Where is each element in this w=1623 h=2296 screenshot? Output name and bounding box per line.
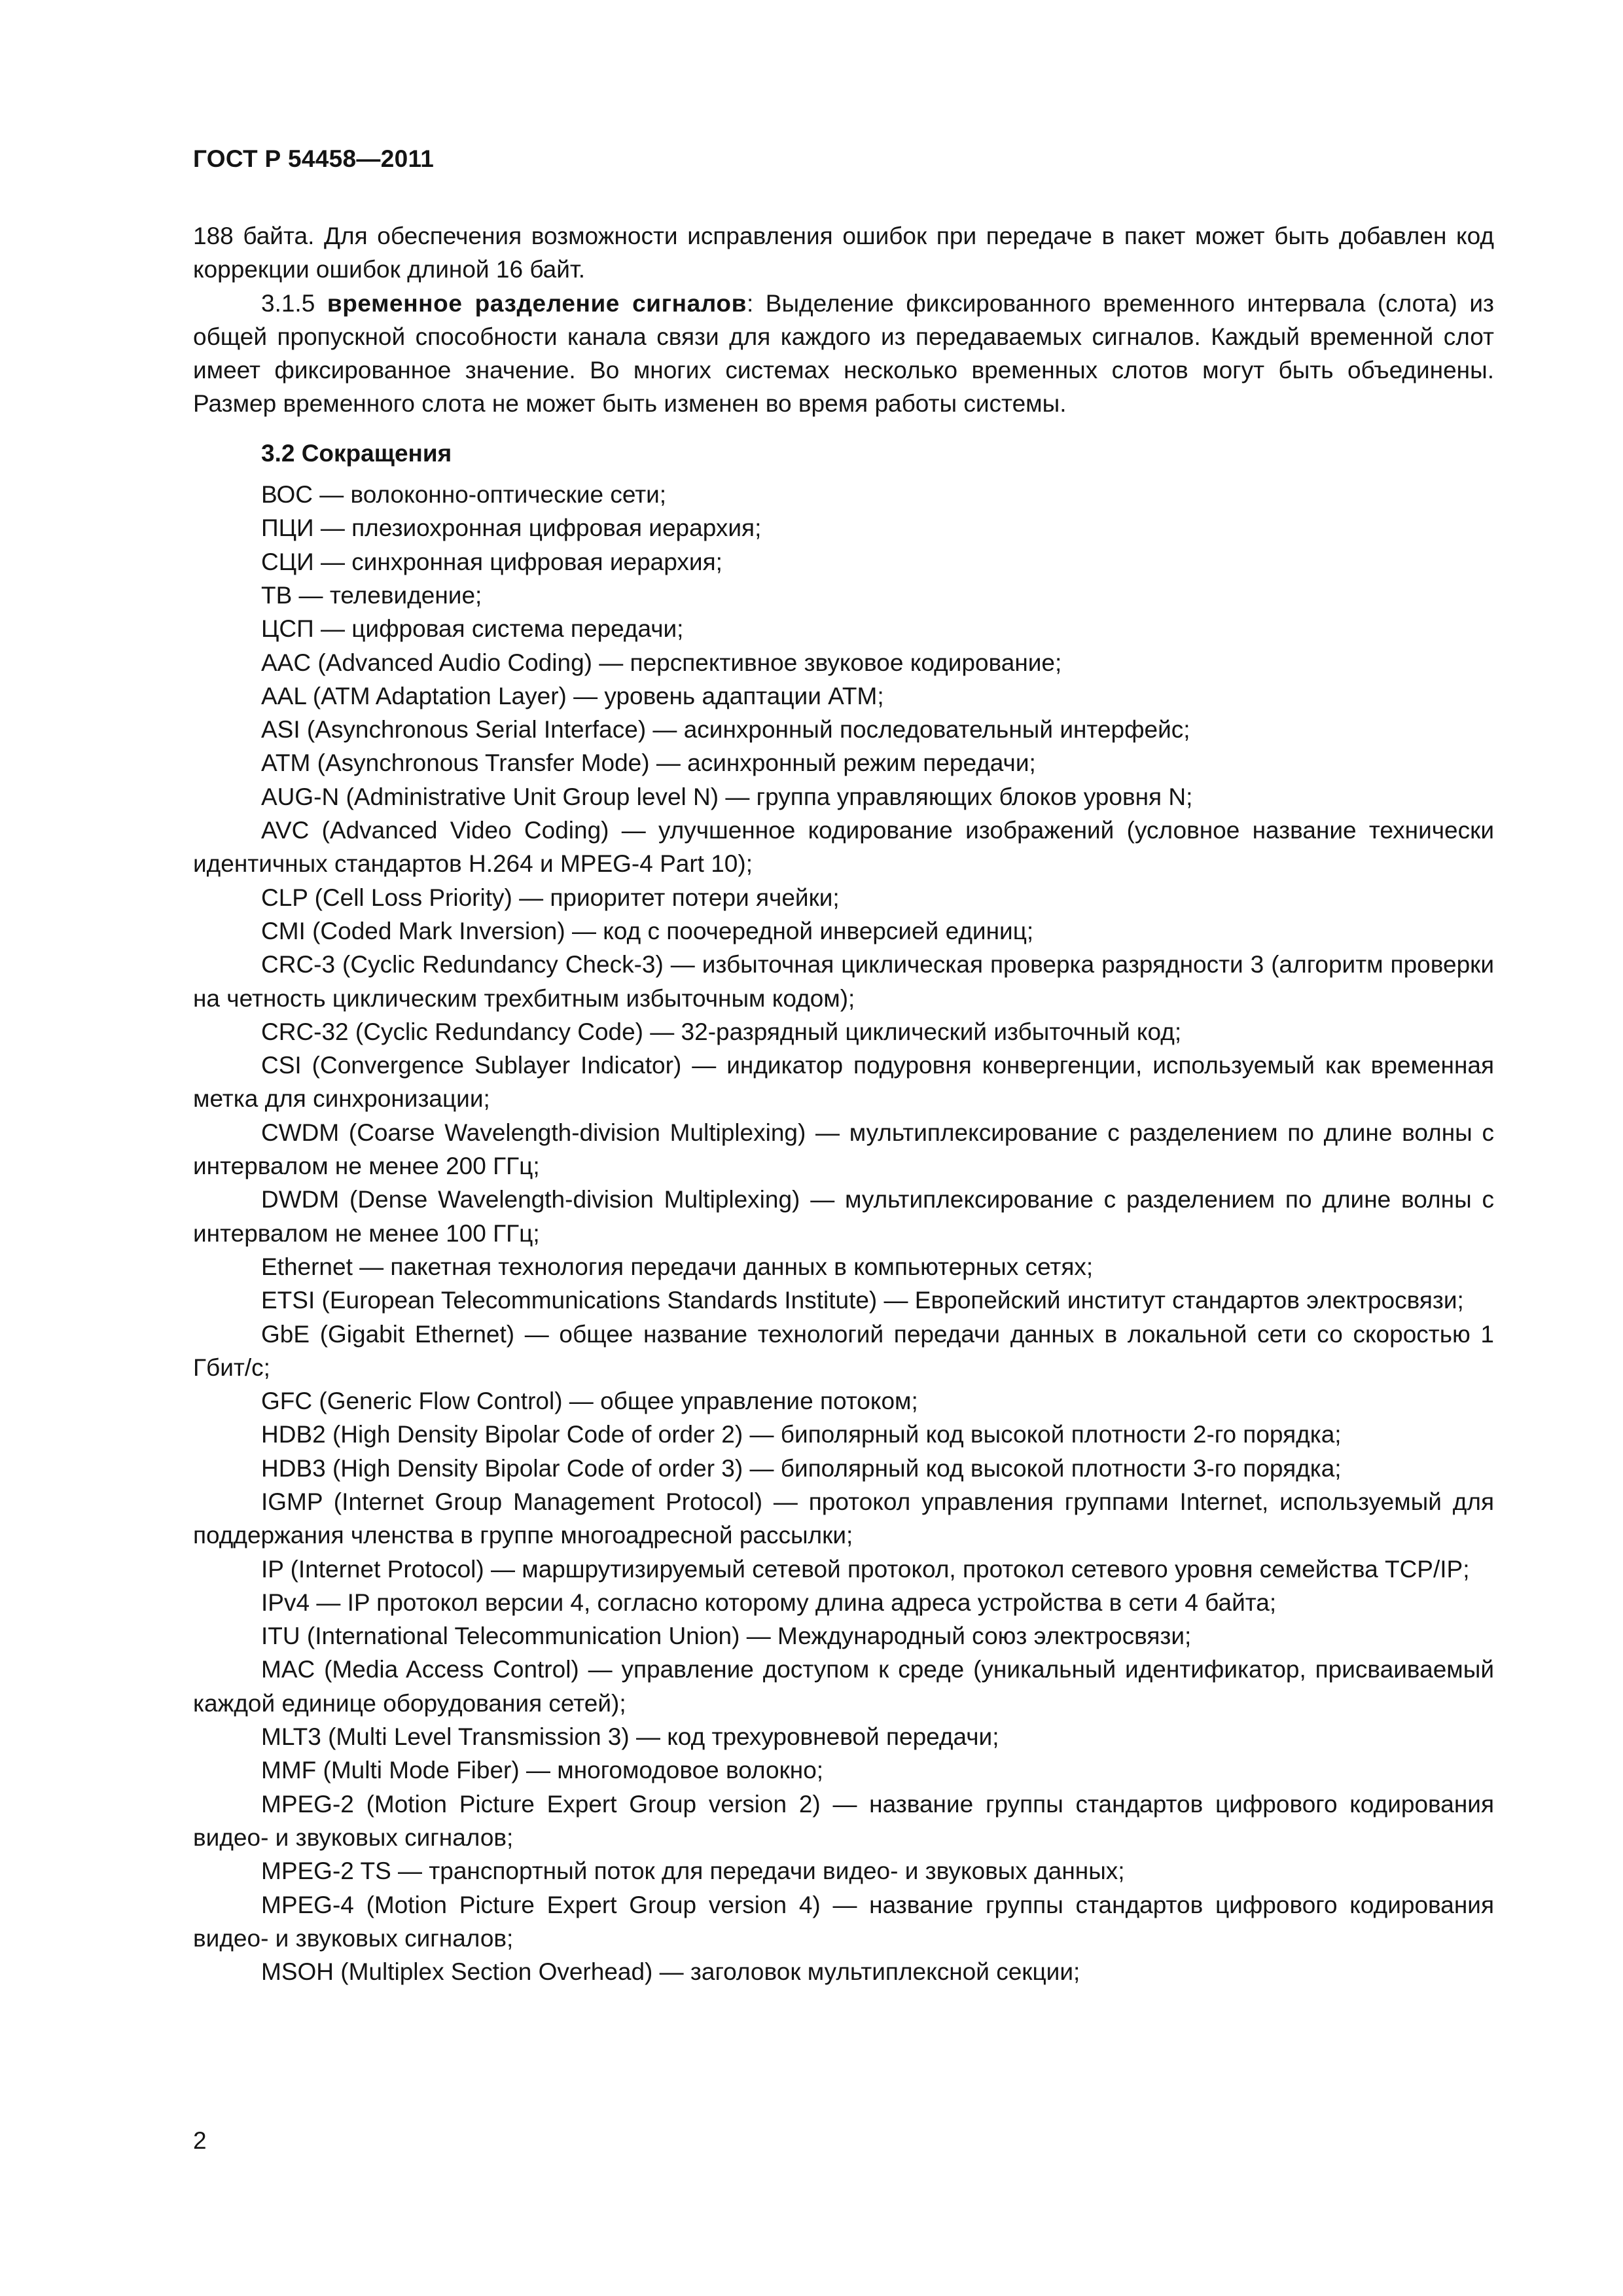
- abbreviation-item: CSI (Convergence Sublayer Indicator) — индикатор подуровня конвергенции, используемый как временная метка для синхронизации;: [193, 1052, 1494, 1113]
- abbreviation-item: MAC (Media Access Control) — управление доступом к среде (уникальный идентификатор, присваиваемый каждой единице оборудования сетей);: [193, 1656, 1494, 1717]
- abbreviation-item: ASI (Asynchronous Serial Interface) — асинхронный последовательный интерфейс;: [261, 716, 1190, 744]
- abbreviation-item: ITU (International Telecommunication Union) — Международный союз электросвязи;: [261, 1623, 1192, 1650]
- page-number: 2: [193, 2127, 207, 2154]
- abbreviation-item: IGMP (Internet Group Management Protocol) — протокол управления группами Internet, используемый для поддержания членства в группе многоадресной рассылки;: [193, 1488, 1494, 1549]
- abbreviation-item: MLT3 (Multi Level Transmission 3) — код трехуровневой передачи;: [261, 1723, 999, 1751]
- abbreviation-item: DWDM (Dense Wavelength-division Multiplexing) — мультиплексирование с разделением по длине волны с интервалом не менее 100 ГГц;: [193, 1186, 1494, 1247]
- section-title: 3.2 Сокращения: [261, 439, 452, 467]
- abbreviation-item: HDB2 (High Density Bipolar Code of order 2) — биполярный код высокой плотности 2-го порядка;: [261, 1421, 1342, 1448]
- document-body: [193, 219, 1494, 1988]
- abbreviation-item: MPEG-2 TS — транспортный поток для передачи видео- и звуковых данных;: [261, 1857, 1125, 1885]
- abbreviations-list: [193, 478, 1494, 1988]
- term-title: временное разделение сигналов: [327, 289, 747, 317]
- abbreviation-item: ETSI (European Telecommunications Standards Institute) — Европейский институт стандартов электросвязи;: [261, 1287, 1464, 1314]
- abbreviation-item: MMF (Multi Mode Fiber) — многомодовое волокно;: [261, 1757, 824, 1784]
- abbreviation-item: MSOH (Multiplex Section Overhead) — заголовок мультиплексной секции;: [261, 1958, 1080, 1986]
- abbreviation-item: ПЦИ — плезиохронная цифровая иерархия;: [261, 514, 762, 542]
- abbreviation-item: Ethernet — пакетная технология передачи данных в компьютерных сетях;: [261, 1253, 1094, 1280]
- abbreviation-item: AAC (Advanced Audio Coding) — перспективное звуковое кодирование;: [261, 649, 1062, 676]
- abbreviation-item: AUG-N (Administrative Unit Group level N) — группа управляющих блоков уровня N;: [261, 783, 1193, 810]
- abbreviation-item: ТВ — телевидение;: [261, 581, 482, 609]
- clause-3-1-5: [193, 287, 1494, 421]
- abbreviation-item: СЦИ — синхронная цифровая иерархия;: [261, 548, 722, 575]
- abbreviation-item: GFC (Generic Flow Control) — общее управление потоком;: [261, 1388, 918, 1415]
- abbreviation-item: MPEG-4 (Motion Picture Expert Group version 4) — название группы стандартов цифрового кодирования видео- и звуковых сигналов;: [193, 1891, 1494, 1952]
- abbreviation-item: MPEG-2 (Motion Picture Expert Group version 2) — название группы стандартов цифрового кодирования видео- и звуковых сигналов;: [193, 1790, 1494, 1851]
- abbreviation-item: CRC-32 (Cyclic Redundancy Code) — 32-разрядный циклический избыточный код;: [261, 1018, 1182, 1045]
- abbreviation-item: CMI (Coded Mark Inversion) — код с поочередной инверсией единиц;: [261, 917, 1034, 944]
- abbreviation-item: ATM (Asynchronous Transfer Mode) — асинхронный режим передачи;: [261, 749, 1036, 777]
- document-code-header: ГОСТ Р 54458—2011: [193, 145, 435, 172]
- abbreviation-item: ЦСП — цифровая система передачи;: [261, 615, 684, 643]
- abbreviation-item: AVC (Advanced Video Coding) — улучшенное кодирование изображений (условное название технически идентичных стандартов H.264 и MPEG-4 Part 10);: [193, 817, 1494, 878]
- abbreviation-item: GbE (Gigabit Ethernet) — общее название технологий передачи данных в локальной сети со скоростью 1 Гбит/с;: [193, 1320, 1494, 1381]
- abbreviation-item: CWDM (Coarse Wavelength-division Multiplexing) — мультиплексирование с разделением по длине волны с интервалом не менее 200 ГГц;: [193, 1119, 1494, 1180]
- abbreviation-item: AAL (ATM Adaptation Layer) — уровень адаптации АТМ;: [261, 682, 884, 709]
- abbreviation-item: CRC-3 (Cyclic Redundancy Check-3) — избыточная циклическая проверка разрядности 3 (алгоритм проверки на четность циклическим трехбитным избыточным кодом);: [193, 951, 1494, 1012]
- continuation-paragraph: 188 байта. Для обеспечения возможности исправления ошибок при передаче в пакет может быть добавлен код коррекции ошибок длиной 16 байт.: [193, 223, 1494, 283]
- abbreviation-item: HDB3 (High Density Bipolar Code of order 3) — биполярный код высокой плотности 3-го порядка;: [261, 1454, 1342, 1482]
- abbreviation-item: IPv4 — IP протокол версии 4, согласно которому длина адреса устройства в сети 4 байта;: [261, 1588, 1277, 1616]
- abbreviation-item: IP (Internet Protocol) — маршрутизируемый сетевой протокол, протокол сетевого уровня семейства TCP/IP;: [261, 1555, 1470, 1583]
- abbreviation-item: CLP (Cell Loss Priority) — приоритет потери ячейки;: [261, 884, 840, 911]
- clause-number: 3.1.5: [261, 289, 315, 317]
- abbreviation-item: ВОС — волоконно-оптические сети;: [261, 481, 667, 509]
- term-definition: : Выделение фиксированного временного интервала (слота) из общей пропускной способности канала связи для каждого из передаваемых сигналов. Каждый временной слот имеет фиксированное значение. Во многих системах несколько временных слотов могут быть объединены. Размер временного слота не может быть изменен во время работы системы.: [193, 289, 1495, 418]
